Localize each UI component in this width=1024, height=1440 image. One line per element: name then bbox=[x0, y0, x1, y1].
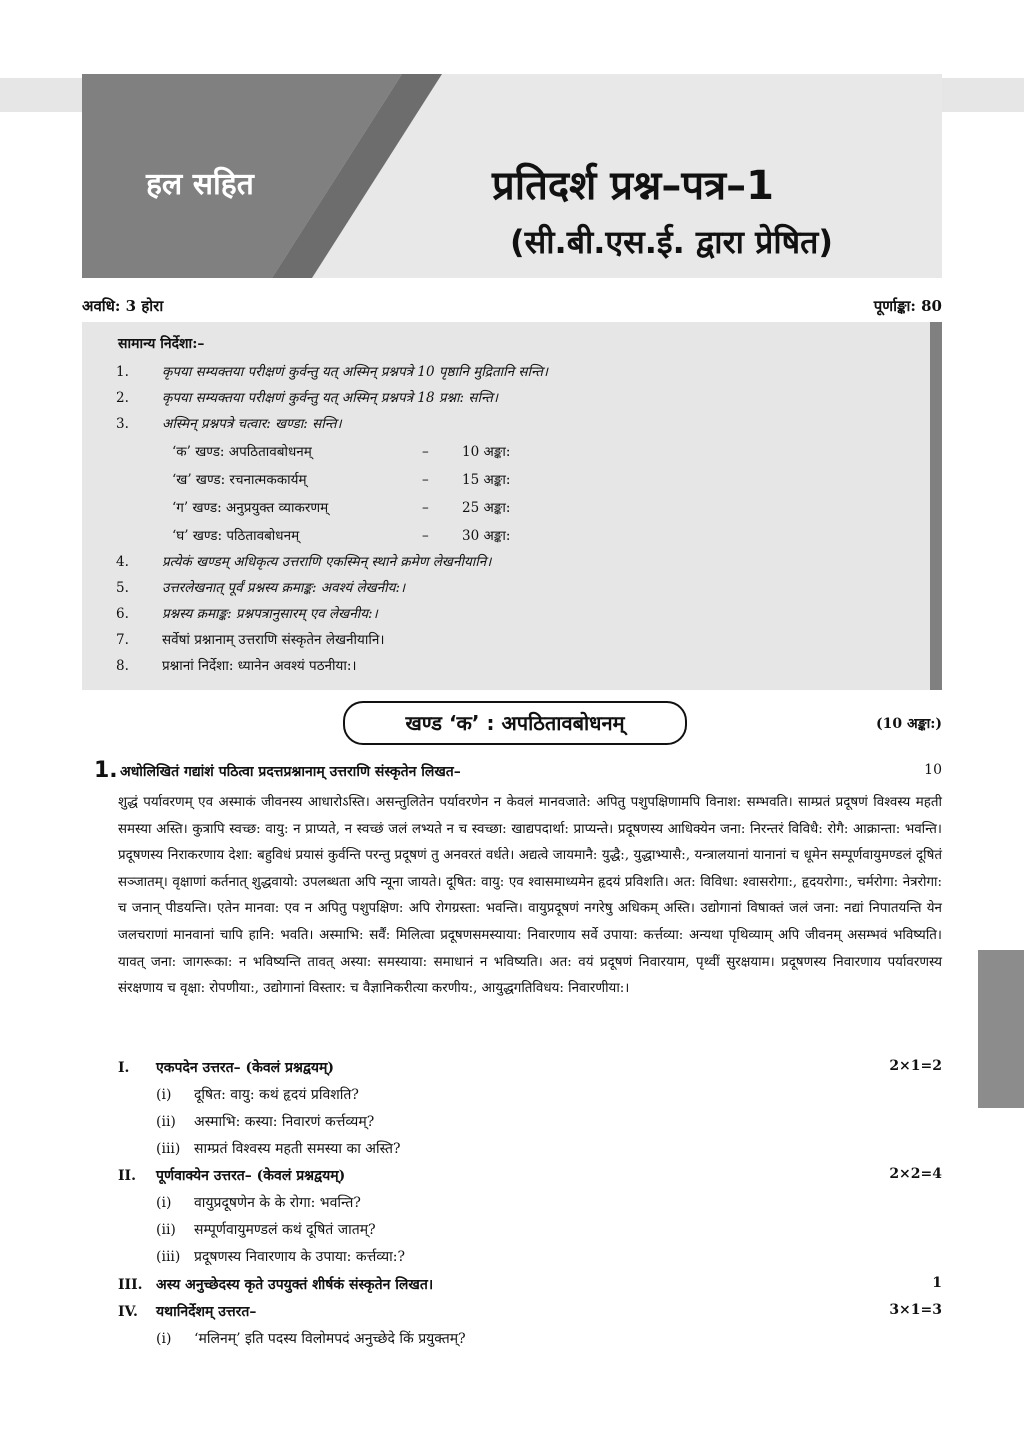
subquestion-heading: I. एकपदेन उत्तरत– (केवलं प्रश्नद्वयम्) bbox=[118, 1060, 335, 1076]
subquestion-heading: II. पूर्णवाक्येन उत्तरत– (केवलं प्रश्नद्वयम्) bbox=[118, 1168, 346, 1184]
solution-badge: हल सहित bbox=[146, 167, 254, 202]
instruction-item: 3. अस्मिन् प्रश्नपत्रे चत्वार: खण्डा: सन्ति। bbox=[116, 416, 342, 432]
section-row: ‘ख’ खण्ड: रचनात्मककार्यम् – 15 अङ्का: bbox=[172, 472, 511, 488]
instruction-item: 5. उत्तरलेखनात् पूर्वं प्रश्नस्य क्रमाङ्क: अवश्यं लेखनीय:। bbox=[116, 580, 406, 596]
side-tab bbox=[978, 950, 1024, 1108]
section-row: ‘क’ खण्ड: अपठितावबोधनम् – 10 अङ्का: bbox=[172, 444, 511, 460]
subquestion-item: (i) ‘मलिनम्’ इति पदस्य विलोमपदं अनुच्छेदे किं प्रयुक्तम्? bbox=[156, 1331, 466, 1347]
subquestion-item: (i) वायुप्रदूषणेन के के रोगा: भवन्ति? bbox=[156, 1195, 361, 1211]
question-marks: 10 bbox=[924, 762, 942, 778]
page-header bbox=[82, 74, 942, 278]
page-subtitle: (सी.बी.एस.ई. द्वारा प्रेषित) bbox=[510, 223, 833, 261]
subquestion-item: (i) दूषित: वायु: कथं हृदयं प्रविशति? bbox=[156, 1087, 359, 1103]
instructions-box bbox=[82, 322, 942, 690]
question-number: 1. bbox=[94, 758, 118, 783]
section-row: ‘ग’ खण्ड: अनुप्रयुक्त व्याकरणम् – 25 अङ्का: bbox=[172, 500, 511, 516]
instruction-item: 1. कृपया सम्यक्तया परीक्षणं कुर्वन्तु यत् अस्मिन् प्रश्नपत्रे 10 पृष्ठानि मुद्रितानि सन्ति। bbox=[116, 364, 549, 380]
subquestion-heading: IV. यथानिर्देशम् उत्तरत– bbox=[118, 1304, 257, 1320]
instruction-item: 6. प्रश्नस्य क्रमाङ्क: प्रश्नपत्रानुसारम् एव लेखनीय:। bbox=[116, 606, 378, 622]
instruction-item: 8. प्रश्नानां निर्देशा: ध्यानेन अवश्यं पठनीया:। bbox=[116, 658, 357, 674]
subquestion-heading: III. अस्य अनुच्छेदस्य कृते उपयुक्तं शीर्षकं संस्कृतेन लिखत। bbox=[118, 1277, 434, 1293]
instruction-item: 7. सर्वेषां प्रश्नानाम् उत्तराणि संस्कृतेन लेखनीयानि। bbox=[116, 632, 385, 648]
instructions-title: सामान्य निर्देशा:– bbox=[118, 336, 205, 352]
subquestion-item: (ii) अस्माभि: कस्या: निवारणं कर्त्तव्यम्? bbox=[156, 1114, 375, 1130]
question-text: अधोलिखितं गद्यांशं पठित्वा प्रदत्तप्रश्नानाम् उत्तराणि संस्कृतेन लिखत– bbox=[120, 764, 461, 780]
subquestion-marks: 2×1=2 bbox=[889, 1058, 942, 1074]
instruction-item: 2. कृपया सम्यक्तया परीक्षणं कुर्वन्तु यत् अस्मिन् प्रश्नपत्रे 18 प्रश्ना: सन्ति। bbox=[116, 390, 498, 406]
subquestion-item: (ii) सम्पूर्णवायुमण्डलं कथं दूषितं जातम्? bbox=[156, 1222, 376, 1238]
duration: अवधि: 3 होरा bbox=[82, 297, 164, 315]
instruction-item: 4. प्रत्येकं खण्डम् अधिकृत्य उत्तराणि एकस्मिन् स्थाने क्रमेण लेखनीयानि। bbox=[116, 554, 492, 570]
page-title: प्रतिदर्श प्रश्न–पत्र–1 bbox=[492, 163, 774, 209]
subquestion-marks: 2×2=4 bbox=[889, 1166, 942, 1182]
subquestion-marks: 3×1=3 bbox=[889, 1302, 942, 1318]
section-row: ‘घ’ खण्ड: पठितावबोधनम् – 30 अङ्का: bbox=[172, 528, 511, 544]
passage: शुद्धं पर्यावरणम् एव अस्माकं जीवनस्य आधारोऽस्ति। असन्तुलितेन पर्यावरणेन न केवलं मानवजाते: अपितु पशुपक्षिणामपि विनाश: सम्भवति। साम्प्रतं प्रदूषणं विश्वस्य महती समस्या अस्ति। कुत्रापि स्वच्छ: वायु: न प्राप्यते, न स्वच्छं जलं लभ्यते न च स्वच्छा: खाद्यपदार्था: प्राप्यन्ते। प्रदूषणस्य आधिक्येन जना: निरन्तरं विविधै: रोगै: आक्रान्ता: भवन्ति। प्रदूषणस्य निराकरणाय देशा: बहुविधं प्रयासं कुर्वन्ति परन्तु प्रदूषणं तु अनवरतं वर्धते। अद्यत्वे जायमानै: युद्धै:, युद्धाभ्यासै:, यन्त्रालयानां यानानां च धूमेन सम्पूर्णवायुमण्डलं दूषितं सञ्जातम्। वृक्षाणां कर्तनात् शुद्धवायो: उपलब्धता अपि न्यूना जायते। दूषित: वायु: एव श्वासमाध्यमेन हृदयं प्रविशति। अत: विविधा: श्वासरोगा:, हृदयरोगा:, चर्मरोगा: नेत्ररोगा: च जनान् पीडयन्ति। एतेन मानवा: एव न अपितु पशुपक्षिण: अपि रोगग्रस्ता: भवन्ति। वायुप्रदूषणं नगरेषु अधिकम् अस्ति। उद्योगानां विषाक्तं जलं जना: नद्यां निपातयन्ति येन जलचराणां मानवानां चापि हानि: भवति। अस्माभि: सर्वैं: मिलित्वा प्रदूषणसमस्याया: निवारणाय सर्वे उपाया: कर्त्तव्या: अन्यथा पृथिव्याम् अपि जीवनम् असम्भवं भविष्यति। यावत् जना: जागरूका: न भविष्यन्ति तावत् अस्या: समस्याया: समाधानं न भविष्यति। अत: वयं प्रदूषणं निवारयाम, पृथ्वीं सुरक्षयाम। प्रदूषणस्य निवारणाय पर्यावरणस्य संरक्षणाय च वृक्षा: रोपणीया:, उद्योगानां विस्तार: च वैज्ञानिकरीत्या करणीय:, आयुद्धगतिविधय: निवारणीया:। bbox=[118, 795, 942, 997]
full-marks: पूर्णाङ्का: 80 bbox=[873, 297, 942, 315]
subquestion-marks: 1 bbox=[932, 1275, 942, 1291]
section-marks: (10 अङ्का:) bbox=[876, 716, 942, 732]
subquestion-item: (iii) प्रदूषणस्य निवारणाय के उपाया: कर्त्तव्या:? bbox=[156, 1249, 406, 1265]
subquestion-item: (iii) साम्प्रतं विश्वस्य महती समस्या का अस्ति? bbox=[156, 1141, 401, 1157]
section-heading: खण्ड ‘क’ : अपठितावबोधनम् bbox=[343, 701, 687, 745]
